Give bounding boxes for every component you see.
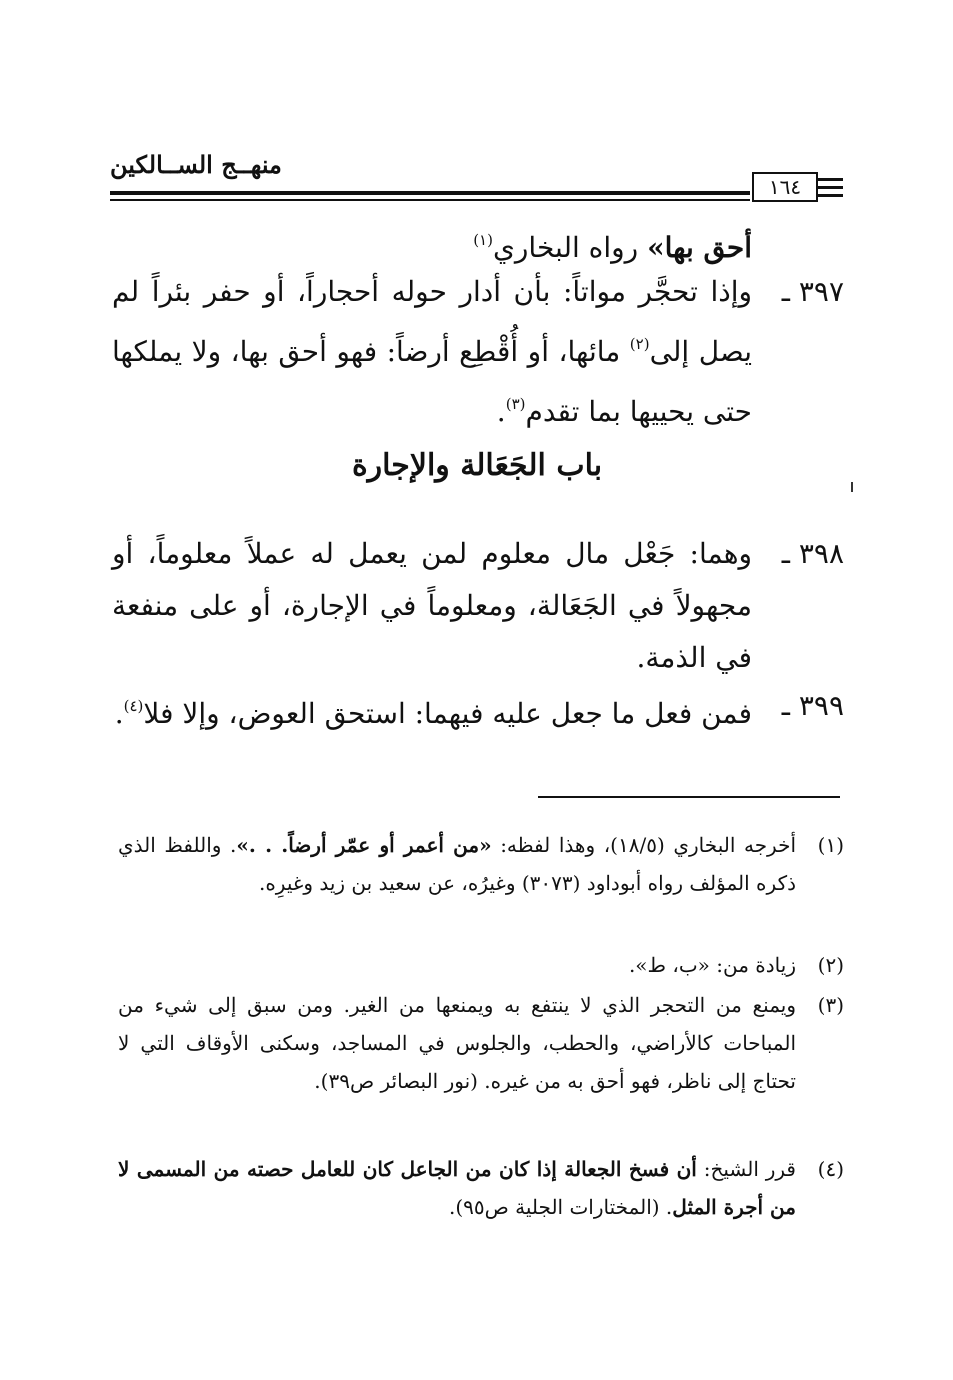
footnote-number: (٢) bbox=[817, 953, 844, 977]
item-paragraph bbox=[112, 528, 752, 684]
footnote-text-part: . (المختارات الجلية ص٩٥). bbox=[448, 1195, 673, 1219]
footnote-text: زيادة من: «ب، ط». bbox=[628, 953, 796, 977]
item-paragraph bbox=[112, 266, 752, 438]
item-text: . bbox=[114, 697, 124, 730]
footnote-text: ويمنع من التحجر الذي لا ينتفع به ويمنعها من الغير. ومن سبق إلى شيء من المباحات كالأراضي، والحطب، والجلوس في المساجد، وسكنى الأوقاف التي لا تحتاج إلى ناظر، فهو أحق به من غيره. (نور البصائر ص٣٩). bbox=[118, 993, 796, 1093]
header-rule-ornament bbox=[817, 186, 843, 189]
footnote-number: (٣) bbox=[817, 993, 844, 1017]
footnote-ref: (٤) bbox=[123, 697, 144, 715]
footnote-text-part: قرر الشيخ: bbox=[696, 1157, 796, 1181]
continuation-text: رواه البخاري bbox=[492, 231, 648, 264]
footnote-number: (٤) bbox=[817, 1157, 844, 1181]
header-rule-thin bbox=[110, 199, 750, 201]
footnote-quote: «من أعمر أو عمّر أرضاً. . .» bbox=[236, 833, 492, 857]
footnote-text bbox=[118, 826, 796, 902]
item-number: ٣٩٩ ـ bbox=[781, 689, 844, 722]
footnote-text bbox=[118, 1150, 796, 1226]
item-text: وهما: جَعْل مال معلوم لمن يعمل له عملاً معلوماً، أو مجهولاً في الجَعَالة، ومعلوماً في الإجارة، أو على منفعة في الذمة. bbox=[112, 537, 752, 674]
scan-mark bbox=[851, 482, 853, 492]
running-header-title: منهــج الســالكين bbox=[110, 150, 282, 179]
item-text: فمن فعل ما جعل عليه فيهما: استحق العوض، وإلا فلا bbox=[143, 697, 752, 730]
item-number: ٣٩٨ ـ bbox=[781, 537, 844, 570]
header-rule-ornament bbox=[817, 194, 843, 197]
header-rule-ornament bbox=[817, 178, 843, 181]
footnote-ref: (١) bbox=[473, 231, 493, 249]
item-text: . bbox=[496, 395, 506, 428]
footnote-ref: (٢) bbox=[629, 335, 650, 353]
footnote-separator bbox=[538, 796, 840, 798]
continuation-paragraph bbox=[112, 214, 752, 274]
footnote-ref: (٣) bbox=[505, 395, 526, 413]
footnote-number: (١) bbox=[817, 833, 844, 857]
item-text: مائها، أو أُقْطِع أرضاً: فهو أحق بها، ولا يملكها حتى يحييها بما تقدم bbox=[112, 335, 752, 428]
section-heading: باب الجَعَالة والإجارة bbox=[351, 448, 603, 483]
header-rule-thick bbox=[110, 191, 750, 195]
item-text: وإذا تحجَّر مواتاً: بأن أدار حوله أحجاراً، أو حفر بئراً لم يصل إلى bbox=[112, 275, 752, 368]
item-number: ٣٩٧ ـ bbox=[781, 275, 844, 308]
continuation-bold: أحق بها» bbox=[647, 231, 752, 264]
footnote-text-part: أخرجه البخاري (١٨/٥)، وهذا لفظه: bbox=[491, 833, 797, 857]
page-number-box: ١٦٤ bbox=[752, 172, 818, 202]
footnote-emphasis: أن فسخ الجعالة إذا كان من الجاعل كان للعامل حصته من المسمى لا من أجرة المثل bbox=[118, 1157, 796, 1219]
footnote-text-part: . واللفظ الذي ذكره المؤلف رواه أبوداود (٣٠٧٣) وغيرُه، عن سعيد بن زيد وغيرِه. bbox=[118, 833, 796, 895]
item-paragraph bbox=[112, 680, 752, 740]
